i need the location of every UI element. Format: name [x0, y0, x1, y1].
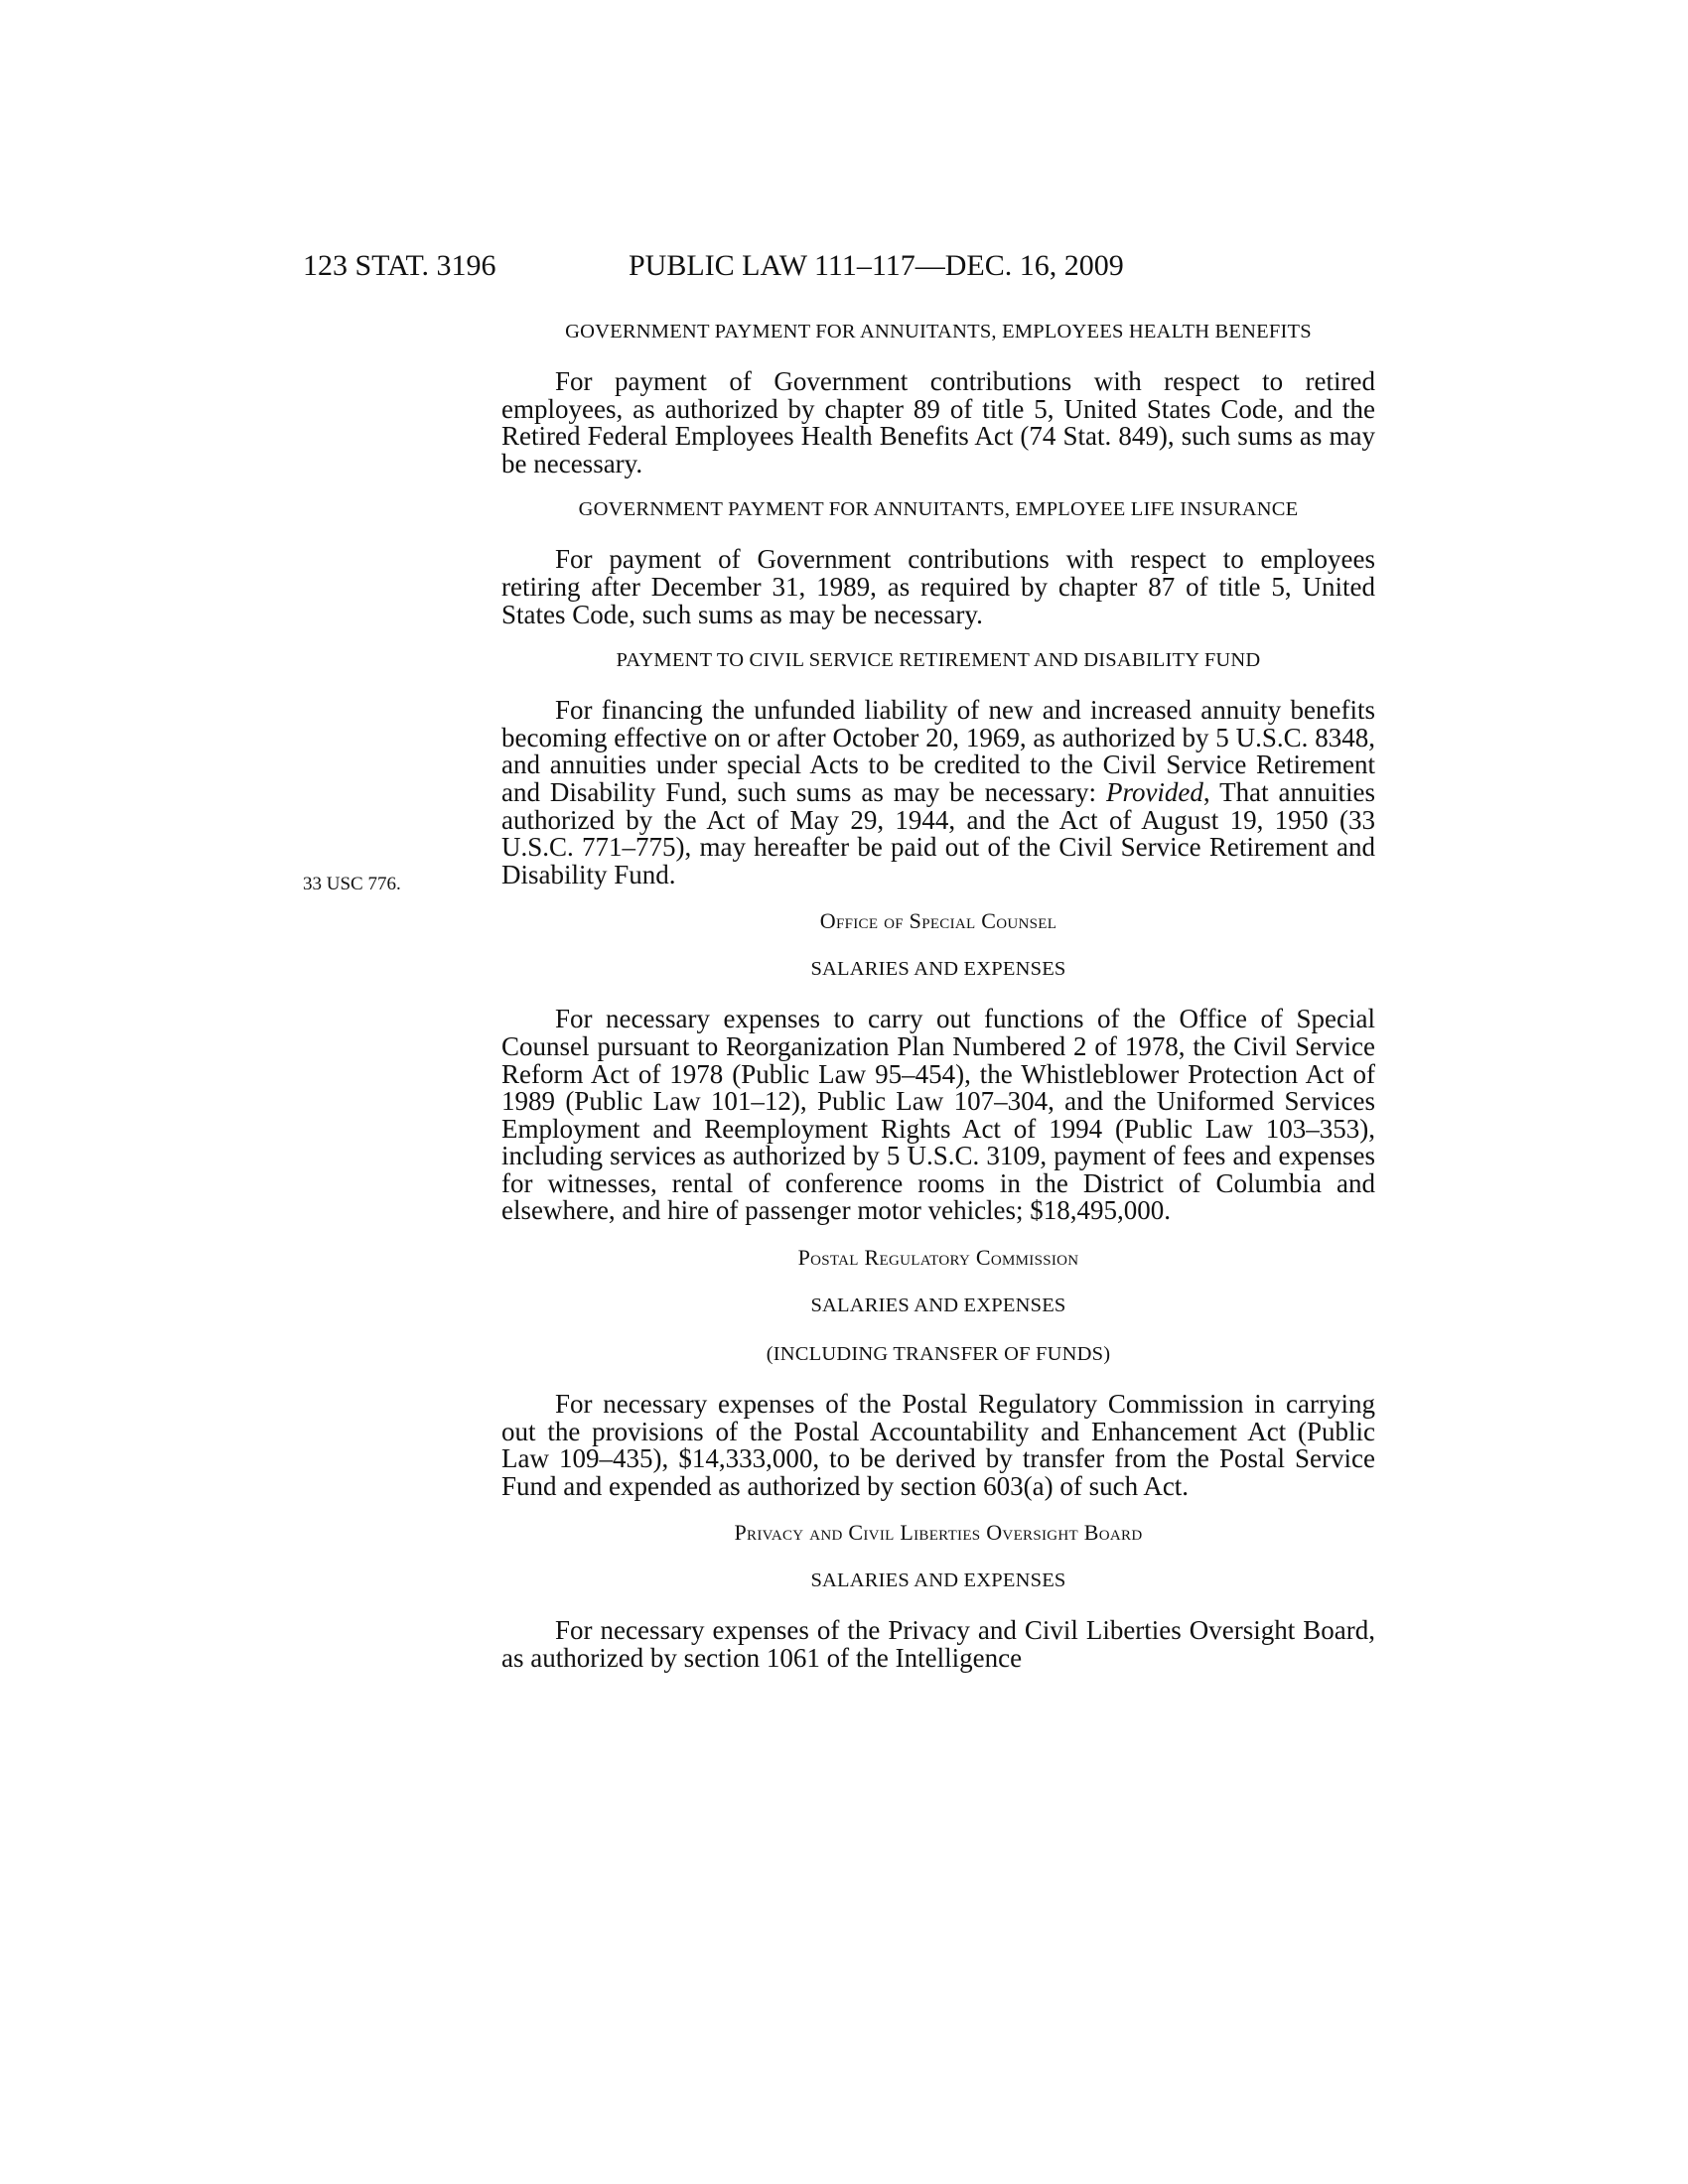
- paragraph-postal-regulatory: For necessary expenses of the Postal Regulatory Commission in carrying out the provisions of the Postal Accountability and Enhancement Act (Public Law 109–435), $14,333,000, to be derived by transfer from the Postal Service Fund and expended as authorized by section 603(a) of such Act.: [501, 1389, 1375, 1501]
- paragraph-privacy-board: For necessary expenses of the Privacy and Civil Liberties Oversight Board, as authorized by section 1061 of the Intelligence: [501, 1615, 1375, 1674]
- section-heading-salaries-osc: SALARIES AND EXPENSES: [810, 958, 1066, 981]
- paragraph-retirement-fund: [501, 697, 1375, 888]
- agency-heading-postal-regulatory: Postal Regulatory Commission: [797, 1245, 1079, 1271]
- document-body: [501, 320, 1375, 1673]
- section-heading-retirement-fund: PAYMENT TO CIVIL SERVICE RETIREMENT AND DISABILITY FUND: [616, 649, 1261, 672]
- section-heading-salaries-prc: SALARIES AND EXPENSES: [810, 1295, 1066, 1317]
- page-header: [303, 249, 1256, 289]
- paragraph-life-insurance: For payment of Government contributions with respect to employees retiring after December 31, 1989, as required by chapter 87 of title 5, United States Code, such sums as may be necessary.: [501, 544, 1375, 629]
- agency-heading-privacy-board: Privacy and Civil Liberties Oversight Board: [734, 1520, 1143, 1546]
- stat-page-number: 123 STAT. 3196: [303, 249, 496, 282]
- agency-heading-special-counsel: Office of Special Counsel: [819, 908, 1057, 934]
- paragraph-special-counsel: For necessary expenses to carry out functions of the Office of Special Counsel pursuant to Reorganization Plan Numbered 2 of 1978, the Civil Service Reform Act of 1978 (Public Law 95–454), the Whistleblower Protection Act of 1989 (Public Law 101–12), Public Law 107–304, and the Uniformed Services Employment and Reemployment Rights Act of 1994 (Public Law 103–353), including services as authorized by 5 U.S.C. 3109, payment of fees and expenses for witnesses, rental of conference rooms in the District of Columbia and elsewhere, and hire of passenger motor vehicles; $18,495,000.: [501, 1004, 1375, 1226]
- margin-note: 33 USC 776.: [303, 874, 401, 894]
- section-heading-life-insurance: GOVERNMENT PAYMENT FOR ANNUITANTS, EMPLOYEE LIFE INSURANCE: [578, 498, 1299, 521]
- section-subheading-transfer: (INCLUDING TRANSFER OF FUNDS): [766, 1343, 1111, 1366]
- section-heading-health-benefits: GOVERNMENT PAYMENT FOR ANNUITANTS, EMPLOYEES HEALTH BENEFITS: [565, 321, 1312, 342]
- retirement-fund-text-1: For financing the unfunded liability of new and increased annuity benefits becoming effective on or after October 20, 1969, as authorized by 5 U.S.C. 8348, and annuities under special Acts to be credited to the Civil Service Retirement and Disability Fund, such sums as may be necessary:: [501, 695, 1375, 807]
- section-heading-salaries-pclob: SALARIES AND EXPENSES: [810, 1570, 1066, 1592]
- provided-italic: Provided: [1105, 776, 1203, 807]
- paragraph-health-benefits: For payment of Government contributions with respect to retired employees, as authorized by chapter 89 of title 5, United States Code, and the Retired Federal Employees Health Benefits Act (74 Stat. 849), such sums as may be necessary.: [501, 366, 1375, 478]
- retirement-fund-text-2: , That annuities authorized by the Act of May 29, 1944, and the Act of August 19, 1950 (33 U.S.C. 771–775), may hereafter be paid out of the Civil Service Retirement and Disability Fund.: [501, 776, 1375, 889]
- public-law-citation: PUBLIC LAW 111–117—DEC. 16, 2009: [629, 249, 1124, 282]
